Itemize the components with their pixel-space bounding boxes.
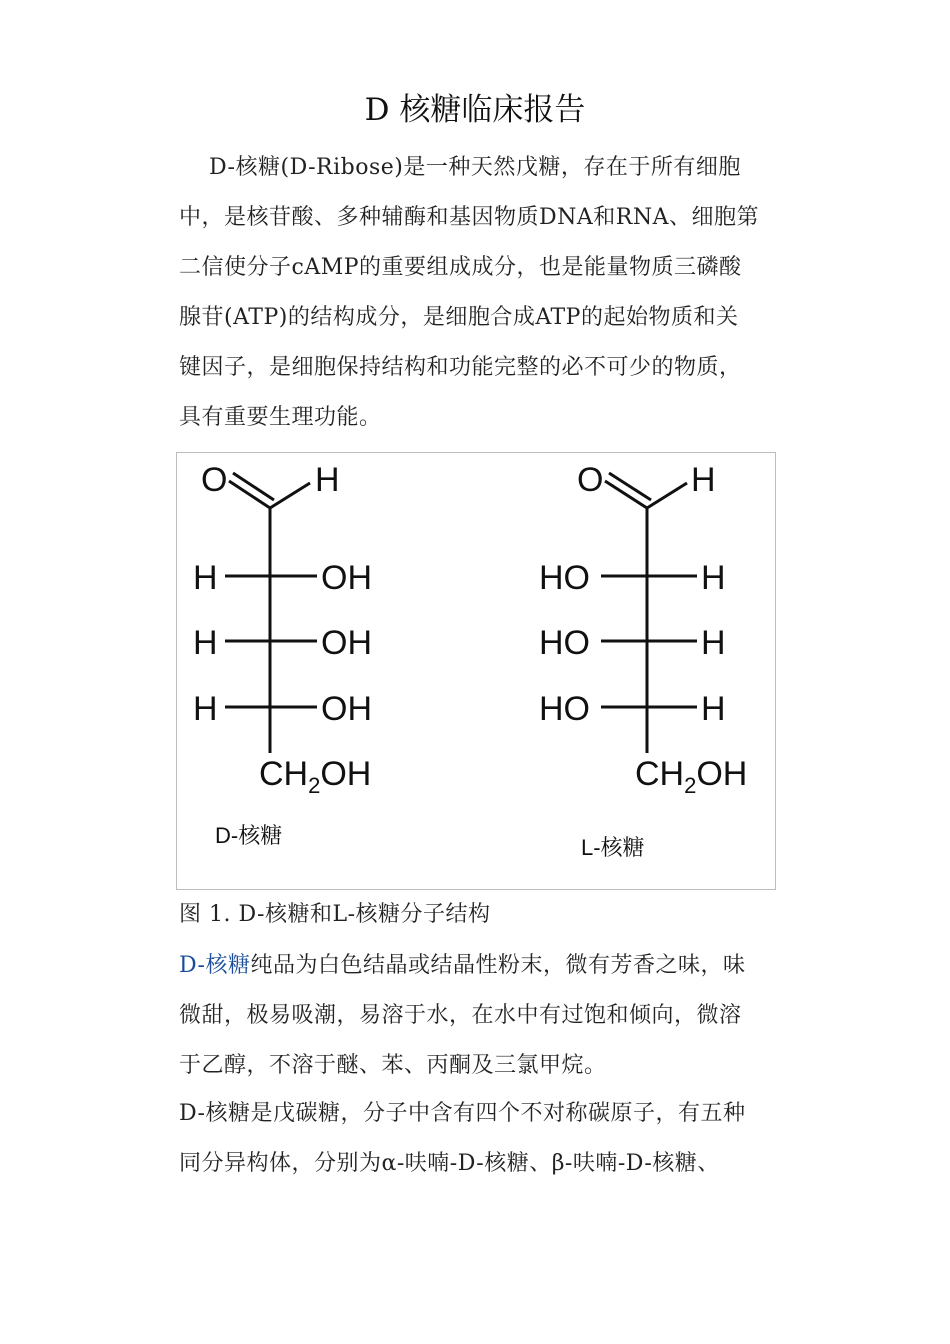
d-aldehyde-oxygen: O [201,461,228,499]
l-aldehyde-oxygen: O [577,461,604,499]
ribose-structure-figure [176,452,776,890]
d-ribose-structure [193,461,372,848]
d-c2-left-h: H [193,559,218,597]
intro-line: 腺苷(ATP)的结构成分，是细胞合成ATP的起始物质和关 [179,305,739,330]
properties-line: 于乙醇，不溶于醚、苯、丙酮及三氯甲烷。 [179,1053,607,1078]
l-aldehyde-hydrogen: H [691,461,716,499]
intro-line: 具有重要生理功能。 [179,405,382,430]
d-c4-right-oh: OH [321,690,372,728]
d-c3-right-oh: OH [321,624,372,662]
l-ch2oh: $CH_2OH$ [635,755,748,798]
l-c2-right-h: H [701,559,726,597]
intro-line: 中，是核苷酸、多种辅酶和基因物质DNA和RNA、细胞第 [179,205,759,230]
d-ribose-link[interactable]: D-核糖 [179,953,251,978]
page-title: D 核糖临床报告 [364,92,586,128]
properties-line: 微甜，极易吸潮，易溶于水，在水中有过饱和倾向，微溶 [179,1003,742,1028]
l-c4-left-ho: HO [539,690,590,728]
l-c4-right-h: H [701,690,726,728]
d-aldehyde-hydrogen: H [315,461,340,499]
l-ribose-label: L-核糖 [581,835,645,860]
isomer-line: D-核糖是戊碳糖，分子中含有四个不对称碳原子，有五种 [179,1101,746,1126]
l-c3-left-ho: HO [539,624,590,662]
figure-caption: 图 1. D-核糖和L-核糖分子结构 [179,902,491,927]
intro-line: 二信使分子cAMP的重要组成成分，也是能量物质三磷酸 [179,255,742,280]
properties-line [179,941,819,991]
properties-line-rest: 纯品为白色结晶或结晶性粉末，微有芳香之味，味 [250,953,746,978]
l-ribose-structure [539,461,747,860]
l-c2-left-ho: HO [539,559,590,597]
d-ch-bond [270,483,310,508]
intro-line: D-核糖(D-Ribose)是一种天然戊糖，存在于所有细胞 [209,155,741,180]
l-c3-right-h: H [701,624,726,662]
d-ch2oh: $CH_2OH$ [259,755,372,798]
d-c4-left-h: H [193,690,218,728]
intro-line: 键因子，是细胞保持结构和功能完整的必不可少的物质， [179,355,742,380]
isomer-paragraph [179,1089,819,1189]
d-c3-left-h: H [193,624,218,662]
l-ch-bond [647,483,687,508]
properties-paragraph [179,941,819,1091]
fischer-projections [177,453,775,889]
d-ribose-label: D-核糖 [215,823,283,848]
intro-paragraph [179,143,819,443]
isomer-line: 同分异构体，分别为α-呋喃-D-核糖、β-呋喃-D-核糖、 [179,1151,720,1176]
d-c2-right-oh: OH [321,559,372,597]
